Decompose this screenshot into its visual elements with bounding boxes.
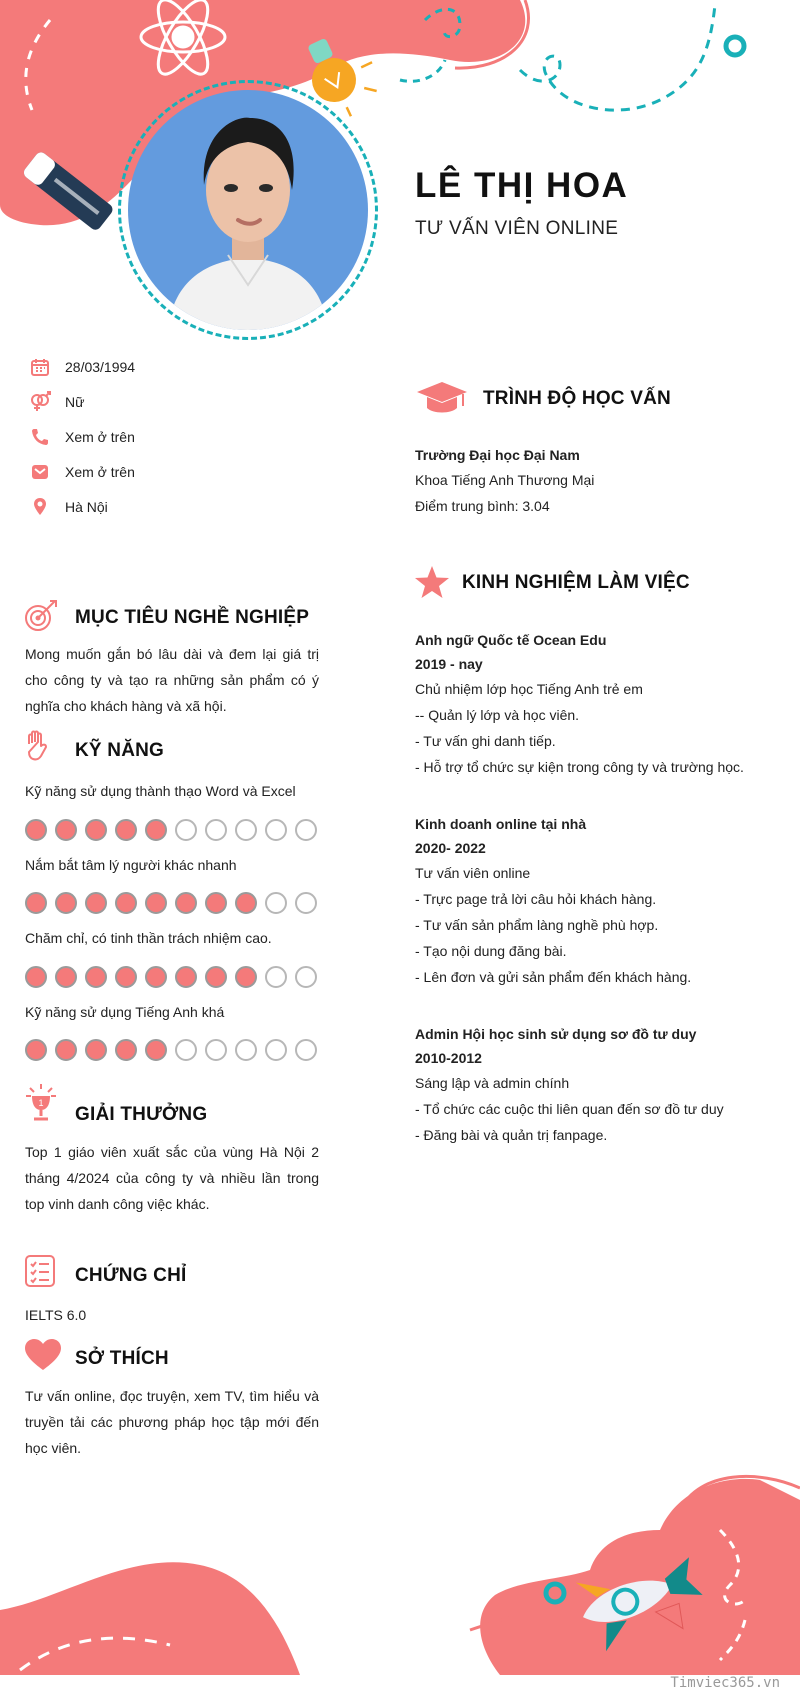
checklist-icon bbox=[24, 1254, 56, 1288]
job-duty: - Tổ chức các cuộc thi liên quan đến sơ đồ tư duy bbox=[415, 1101, 724, 1117]
awards-heading: GIẢI THƯỞNG bbox=[75, 1104, 208, 1125]
job-period: 2020- 2022 bbox=[415, 840, 486, 856]
rating-dot-filled bbox=[235, 892, 257, 914]
rating-dot-empty bbox=[295, 892, 317, 914]
rating-dot-empty bbox=[205, 1039, 227, 1061]
rating-dot-empty bbox=[265, 966, 287, 988]
job-role: Sáng lập và admin chính bbox=[415, 1075, 570, 1091]
skill-rating bbox=[25, 1039, 317, 1061]
gender-icon bbox=[28, 390, 52, 414]
skill-rating bbox=[25, 819, 317, 841]
rating-dot-filled bbox=[25, 966, 47, 988]
birthday-row bbox=[28, 354, 135, 380]
rating-dot-empty bbox=[295, 819, 317, 841]
footer-decoration bbox=[0, 1470, 800, 1697]
rating-dot-filled bbox=[85, 819, 107, 841]
hobbies-text: Tư vấn online, đọc truyện, xem TV, tìm hiểu và truyền tải các phương pháp học tập mới đến học viên. bbox=[25, 1388, 319, 1456]
rating-dot-empty bbox=[295, 966, 317, 988]
skill-label: Chăm chỉ, có tinh thần trách nhiệm cao. bbox=[25, 930, 272, 946]
skills-heading: KỸ NĂNG bbox=[75, 740, 165, 761]
rating-dot-filled bbox=[145, 1039, 167, 1061]
rating-dot-filled bbox=[85, 1039, 107, 1061]
star-icon bbox=[414, 565, 450, 599]
rating-dot-filled bbox=[235, 966, 257, 988]
job-duty: - Tư vấn sản phẩm làng nghề phù hợp. bbox=[415, 917, 659, 933]
rating-dot-empty bbox=[235, 1039, 257, 1061]
svg-text:1: 1 bbox=[38, 1098, 44, 1108]
birthday-text: 28/03/1994 bbox=[65, 359, 136, 375]
job-period: 2019 - nay bbox=[415, 656, 483, 672]
major-text: Khoa Tiếng Anh Thương Mại bbox=[415, 472, 595, 488]
rating-dot-filled bbox=[145, 966, 167, 988]
rating-dot-filled bbox=[85, 966, 107, 988]
job-duty: - Tư vấn ghi danh tiếp. bbox=[415, 733, 556, 749]
rating-dot-filled bbox=[175, 892, 197, 914]
rating-dot-filled bbox=[175, 966, 197, 988]
rating-dot-empty bbox=[265, 1039, 287, 1061]
skill-label: Nắm bắt tâm lý người khác nhanh bbox=[25, 857, 237, 873]
rating-dot-filled bbox=[25, 819, 47, 841]
rating-dot-filled bbox=[115, 966, 137, 988]
email-icon bbox=[28, 460, 52, 484]
rating-dot-filled bbox=[115, 892, 137, 914]
job-duty: - Đăng bài và quản trị fanpage. bbox=[415, 1127, 608, 1143]
rating-dot-filled bbox=[85, 892, 107, 914]
job-duty: - Hỗ trợ tổ chức sự kiện trong công ty và trường học. bbox=[415, 759, 744, 775]
job-duty: - Tạo nội dung đăng bài. bbox=[415, 943, 567, 959]
profile-photo bbox=[128, 90, 368, 330]
experience-heading: KINH NGHIỆM LÀM VIỆC bbox=[462, 572, 690, 593]
job-role: Chủ nhiệm lớp học Tiếng Anh trẻ em bbox=[415, 681, 643, 697]
phone-text[interactable]: Xem ở trên bbox=[65, 429, 135, 445]
job-company: Kinh doanh online tại nhà bbox=[415, 816, 587, 832]
calendar-icon bbox=[28, 355, 52, 379]
job-company: Admin Hội học sinh sử dụng sơ đồ tư duy bbox=[415, 1026, 697, 1042]
rating-dot-empty bbox=[235, 819, 257, 841]
address-text: Hà Nội bbox=[65, 499, 108, 515]
rating-dot-filled bbox=[55, 819, 77, 841]
graduation-cap-icon bbox=[415, 380, 469, 416]
rating-dot-filled bbox=[115, 1039, 137, 1061]
gender-text: Nữ bbox=[65, 394, 85, 410]
awards-text: Top 1 giáo viên xuất sắc của vùng Hà Nội 2 tháng 4/2024 của công ty và nhiều lần trong top vinh danh công việc khác. bbox=[25, 1144, 319, 1212]
rating-dot-empty bbox=[175, 1039, 197, 1061]
target-icon bbox=[24, 598, 60, 634]
job-duty: -- Quản lý lớp và học viên. bbox=[415, 707, 580, 723]
hand-icon bbox=[24, 730, 50, 762]
header-decoration bbox=[0, 0, 800, 360]
rating-dot-filled bbox=[115, 819, 137, 841]
rating-dot-filled bbox=[205, 966, 227, 988]
rating-dot-empty bbox=[205, 819, 227, 841]
candidate-name: LÊ THỊ HOA bbox=[415, 166, 629, 205]
objective-heading: MỤC TIÊU NGHỀ NGHIỆP bbox=[75, 607, 310, 628]
rating-dot-filled bbox=[55, 1039, 77, 1061]
certificates-text: IELTS 6.0 bbox=[25, 1307, 87, 1323]
phone-row bbox=[28, 424, 135, 450]
rating-dot-filled bbox=[145, 819, 167, 841]
rating-dot-filled bbox=[55, 892, 77, 914]
email-text[interactable]: Xem ở trên bbox=[65, 464, 135, 480]
rating-dot-filled bbox=[25, 1039, 47, 1061]
rating-dot-empty bbox=[175, 819, 197, 841]
objective-text: Mong muốn gắn bó lâu dài và đem lại giá trị cho công ty và tạo ra những sản phẩm có ý nghĩa cho khách hàng và xã hội. bbox=[25, 646, 319, 714]
skill-rating bbox=[25, 892, 317, 914]
rating-dot-empty bbox=[265, 892, 287, 914]
trophy-icon bbox=[24, 1082, 58, 1122]
skill-label: Kỹ năng sử dụng thành thạo Word và Excel bbox=[25, 783, 296, 799]
job-duty: - Trực page trả lời câu hỏi khách hàng. bbox=[415, 891, 657, 907]
rating-dot-empty bbox=[295, 1039, 317, 1061]
skill-rating bbox=[25, 966, 317, 988]
gender-row bbox=[28, 389, 84, 415]
address-row bbox=[28, 494, 108, 520]
rating-dot-filled bbox=[145, 892, 167, 914]
gpa-text: Điểm trung bình: 3.04 bbox=[415, 498, 550, 514]
rating-dot-filled bbox=[25, 892, 47, 914]
job-role: Tư vấn viên online bbox=[415, 865, 531, 881]
candidate-title: TƯ VẤN VIÊN ONLINE bbox=[415, 218, 619, 239]
rating-dot-empty bbox=[265, 819, 287, 841]
email-row bbox=[28, 459, 135, 485]
phone-icon bbox=[28, 425, 52, 449]
job-period: 2010-2012 bbox=[415, 1050, 482, 1066]
school-name: Trường Đại học Đại Nam bbox=[415, 447, 580, 463]
watermark: Timviec365.vn bbox=[670, 1675, 780, 1691]
job-company: Anh ngữ Quốc tế Ocean Edu bbox=[415, 632, 607, 648]
location-pin-icon bbox=[28, 495, 52, 519]
hobbies-heading: SỞ THÍCH bbox=[75, 1348, 169, 1369]
education-heading: TRÌNH ĐỘ HỌC VẤN bbox=[483, 388, 671, 409]
rating-dot-filled bbox=[205, 892, 227, 914]
skill-label: Kỹ năng sử dụng Tiếng Anh khá bbox=[25, 1004, 225, 1020]
rating-dot-filled bbox=[55, 966, 77, 988]
job-duty: - Lên đơn và gửi sản phẩm đến khách hàng. bbox=[415, 969, 692, 985]
heart-icon bbox=[24, 1338, 62, 1372]
certificates-heading: CHỨNG CHỈ bbox=[75, 1265, 187, 1286]
